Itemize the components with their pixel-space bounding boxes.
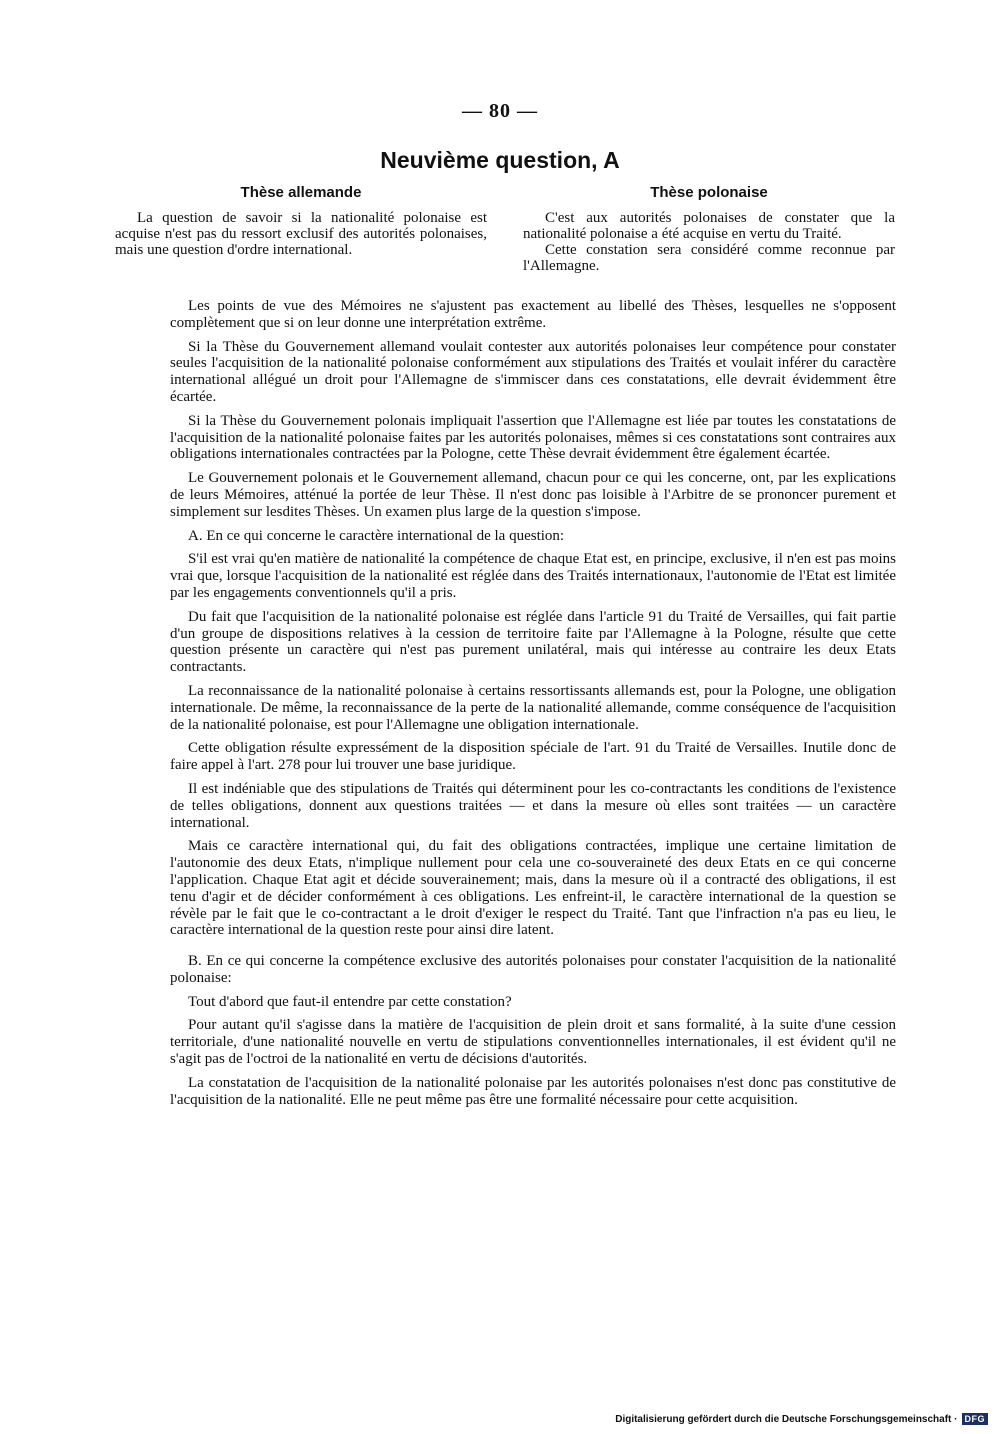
paragraph: Cette obligation résulte expressément de la disposition spéciale de l'art. 91 du Traité de Versailles. Inutile donc de faire appel à l'art. 278 pour lui trouver une base juridique. [170, 740, 896, 774]
paragraph: Mais ce caractère international qui, du fait des obligations contractées, implique une certaine limitation de l'autonomie des deux Etats, n'implique nullement pour cela une co-souveraineté des deux Etats en ce qui concerne l'application. Chaque Etat agit et décide souverainement; mais, dans la mesure où il a contracté des obligations, il est tenu d'agir et de décider conformément à ces obligations. Les enfreint-il, le caractère international de la question se révèle par le fait que le co-contractant a le droit d'exiger le respect du Traité. Tant que l'infraction n'a pas eu lieu, le caractère international de la question reste pour ainsi dire latent. [170, 838, 896, 939]
german-thesis [115, 184, 487, 274]
paragraph: La reconnaissance de la nationalité polonaise à certains ressortissants allemands est, pour la Pologne, une obligation internationale. De même, la reconnaissance de la perte de la nationalité allemande, comme conséquence de l'acquisition de la nationalité polonaise, est pour l'Allemagne une obligation internationale. [170, 682, 896, 733]
german-thesis-heading: Thèse allemande [240, 184, 362, 201]
body-text [170, 298, 896, 1115]
section-b-heading: B. En ce qui concerne la compétence exclusive des autorités polonaises pour constater l'acquisition de la nationalité polonaise: [170, 953, 896, 986]
german-thesis-text: La question de savoir si la nationalité polonaise est acquise n'est pas du ressort exclusif des autorités polonaises, mais une question d'ordre international. [115, 210, 487, 258]
page-number: — 80 — [462, 100, 538, 122]
polish-thesis [523, 184, 895, 274]
theses-columns [115, 184, 895, 274]
paragraph: Le Gouvernement polonais et le Gouvernement allemand, chacun pour ce qui les concerne, ont, par les explications de leurs Mémoires, atténué la portée de leur Thèse. Il n'est donc pas loisible à l'Arbitre de se prononcer purement et simplement sur lesdites Thèses. Un examen plus large de la question s'impose. [170, 470, 896, 520]
paragraph: Tout d'abord que faut-il entendre par cette constation? [188, 993, 512, 1010]
paragraph: S'il est vrai qu'en matière de nationalité la compétence de chaque Etat est, en principe, exclusive, il n'en est pas moins vrai que, lorsque l'acquisition de la nationalité est réglée dans des Traités internationaux, l'autonomie de l'Etat est limitée par les engagements conventionnels qu'il a pris. [170, 551, 896, 601]
paragraph: Les points de vue des Mémoires ne s'ajustent pas exactement au libellé des Thèses, lesquelles ne s'opposent complètement que si on leur donne une interprétation extrême. [170, 298, 896, 331]
paragraph: Pour autant qu'il s'agisse dans la matière de l'acquisition de plein droit et sans formalité, à la suite d'une cession territoriale, d'une nationalité nouvelle en vertu de stipulations conventionnelles internationales, il est évident qu'il ne s'agit pas de l'octroi de la nationalité en vertu de décisions d'autorités. [170, 1017, 896, 1068]
polish-thesis-text-2: Cette constation sera considéré comme reconnue par l'Allemagne. [523, 242, 895, 274]
paragraph: Il est indéniable que des stipulations de Traités qui déterminent pour les co-contractants les conditions de l'existence de telles obligations, donnent aux questions traitées — et dans la mesure où elles sont traitées — un caractère international. [170, 780, 896, 831]
page-title: Neuvième question, A [380, 147, 620, 173]
polish-thesis-text-1: C'est aux autorités polonaises de constater que la nationalité polonaise a été acquise en vertu du Traité. [523, 210, 895, 242]
paragraph: Du fait que l'acquisition de la nationalité polonaise est réglée dans l'article 91 du Traité de Versailles, qui fait partie d'un groupe de dispositions relatives à la cession de territoire faite par l'Allemagne à la Pologne, résulte que cette question présente un caractère qui n'est pas purement unilatéral, mais qui intéresse au contraire les deux Etats contractants. [170, 608, 896, 676]
section-a-heading: A. En ce qui concerne le caractère international de la question: [188, 527, 565, 544]
paragraph: Si la Thèse du Gouvernement allemand voulait contester aux autorités polonaises leur compétence pour constater seules l'acquisition de la nationalité polonaise conformément aux stipulations des Traités et voulait inférer du caractère international allégué un droit pour l'Allemagne de s'immiscer dans ces constatations, elle devrait évidemment être écartée. [170, 338, 896, 405]
paragraph: La constatation de l'acquisition de la nationalité polonaise par les autorités polonaises n'est donc pas constitutive de l'acquisition de la nationalité. Elle ne peut même pas être une formalité nécessaire pour cette acquisition. [170, 1074, 896, 1108]
dfg-logo: DFG [962, 1413, 989, 1425]
footer-credit [615, 1413, 988, 1425]
polish-thesis-heading: Thèse polonaise [650, 184, 768, 201]
footer-credit-text: Digitalisierung gefördert durch die Deutsche Forschungsgemeinschaft · [615, 1413, 958, 1425]
paragraph: Si la Thèse du Gouvernement polonais impliquait l'assertion que l'Allemagne est liée par toutes les constatations de l'acquisition de la nationalité polonaise faites par les autorités polonaises, mêmes si ces constatations sont contraires aux obligations internationales contractées par la Pologne, cette Thèse devrait évidemment être également écartée. [170, 412, 896, 463]
